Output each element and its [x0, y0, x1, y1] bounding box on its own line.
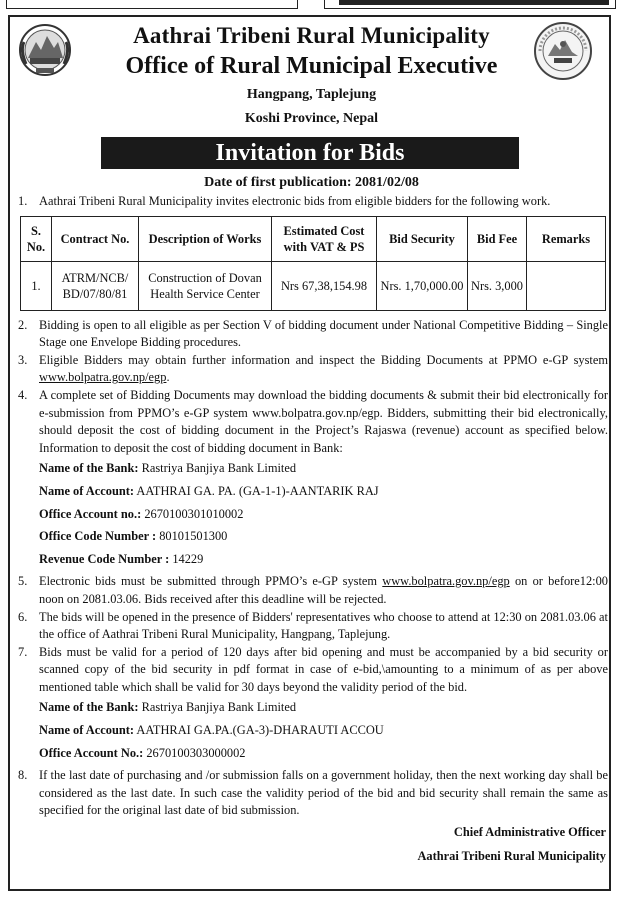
bank-name-value: Rastriya Banjiya Bank Limited — [138, 700, 297, 715]
address-line: Hangpang, Taplejung — [246, 87, 377, 102]
cell-sno: 1. — [21, 261, 52, 310]
account-name-row — [39, 483, 608, 501]
clause-number: 6. — [18, 609, 28, 624]
clause-text: A complete set of Bidding Documents may download the bidding documents & submit their bid electronically for e-submission from PPMO’s e-GP system www.bolpatra.gov.np/egp. Bidders, submitting their bid electronically, should deposit the cost of bidding document in the Project’s Rajaswa (revenue) account as specified below. Information to deposit the cost of bidding document in Bank: — [39, 387, 608, 455]
clause-number: 4. — [18, 387, 28, 402]
clause-number: 8. — [18, 768, 28, 783]
office-account-label: Office Account No.: — [39, 745, 144, 760]
clause-text: The bids will be opened in the presence of Bidders' representatives who choose to attend at 12:30 on 2081.03.06 at the office of Aathrai Tribeni Rural Municipality, Hangpang, Taplejung. — [39, 609, 608, 642]
bolpatra-link[interactable]: www.bolpatra.gov.np/egp — [382, 574, 510, 589]
bank-name-row — [39, 699, 608, 717]
clause-3 — [18, 352, 608, 387]
clause-number: 1. — [18, 194, 28, 208]
bolpatra-link[interactable]: www.bolpatra.gov.np/egp — [39, 370, 167, 385]
revenue-code-row — [39, 551, 608, 569]
top-strip — [0, 0, 623, 12]
clause-1 — [18, 193, 608, 211]
revenue-code-label: Revenue Code Number : — [39, 551, 170, 566]
col-sno: S. No. — [21, 216, 52, 261]
col-description: Description of Works — [139, 216, 272, 261]
cell-remarks — [527, 261, 606, 310]
clause-6 — [18, 609, 608, 644]
adjacent-ad-right — [324, 0, 616, 9]
bank-details-2 — [18, 699, 608, 762]
cell-estimated-cost: Nrs 67,38,154.98 — [272, 261, 377, 310]
bank-details-1 — [18, 460, 608, 568]
clause-4 — [18, 387, 608, 457]
clause-number: 5. — [18, 574, 28, 589]
office-account-value: 2670100301010002 — [141, 506, 244, 521]
col-estimated-cost: Estimated Cost with VAT & PS — [272, 216, 377, 261]
account-name-value: AATHRAI GA.PA.(GA-3)-DHARAUTI ACCOU — [133, 723, 384, 738]
col-bid-security: Bid Security — [377, 216, 468, 261]
clause-text: If the last date of purchasing and /or submission falls on a government holiday, then the next working day shall be considered as the last date. In such case the validity period of the bid and bid security shall remain the same as specified for the original last date of bid submission. — [39, 768, 608, 818]
account-name-value: AATHRAI GA. PA. (GA-1-1)-AANTARIK RAJ — [133, 483, 379, 498]
account-name-label: Name of Account: — [39, 723, 134, 738]
table-row — [21, 261, 606, 310]
clause-5-text-a: Electronic bids must be submitted through PPMO’s e-GP system — [39, 574, 378, 589]
office-account-row — [39, 745, 608, 763]
clause-3-end: . — [166, 370, 170, 385]
bank-name-label: Name of the Bank: — [39, 461, 139, 476]
clause-text — [39, 352, 608, 387]
cell-contract-no: ATRM/NCB/ BD/07/80/81 — [52, 261, 139, 310]
clause-text: Bidding is open to all eligible as per Section V of bidding document under National Competitive Bidding – Single Stage one Envelope Bidding procedures. — [39, 317, 608, 350]
office-code-label: Office Code Number : — [39, 529, 157, 544]
publication-date: Date of first publication: 2081/02/08 — [204, 175, 419, 190]
clause-2 — [18, 317, 608, 352]
signatory-title: Chief Administrative Officer — [453, 825, 606, 840]
col-remarks: Remarks — [527, 216, 606, 261]
bank-name-value: Rastriya Banjiya Bank Limited — [138, 461, 297, 476]
office-account-label: Office Account no.: — [39, 506, 142, 521]
clause-number: 7. — [18, 644, 28, 659]
clause-text: Aathrai Tribeni Rural Municipality invites electronic bids from eligible bidders for the following work. — [39, 194, 551, 208]
title-banner: Invitation for Bids — [101, 137, 519, 169]
account-name-label: Name of Account: — [39, 483, 134, 498]
cell-description: Construction of Dovan Health Service Center — [139, 261, 272, 310]
province-line: Koshi Province, Nepal — [244, 111, 379, 126]
revenue-code-value: 14229 — [169, 551, 204, 566]
cell-bid-security: Nrs. 1,70,000.00 — [377, 261, 468, 310]
bank-name-row — [39, 460, 608, 478]
table-header-row — [21, 216, 606, 261]
col-bid-fee: Bid Fee — [468, 216, 527, 261]
clause-5 — [18, 573, 608, 608]
municipality-name: Aathrai Tribeni Rural Municipality — [133, 23, 490, 48]
signatory-office: Aathrai Tribeni Rural Municipality — [417, 848, 606, 863]
office-name: Office of Rural Municipal Executive — [125, 53, 498, 79]
adjacent-ad-left — [6, 0, 298, 9]
office-account-row — [39, 506, 608, 524]
account-name-row — [39, 722, 608, 740]
signature-block — [18, 824, 608, 865]
office-code-row — [39, 528, 608, 546]
bank-name-label: Name of the Bank: — [39, 700, 139, 715]
clause-text: Bids must be valid for a period of 120 days after bid opening and must be accompanied by a bid security or scanned copy of the bid security in pdf format in case of e-bid,\amounting to a minimum of as per above mentioned table which shall be valid for 30 days beyond the validity period of the bid. — [39, 644, 608, 694]
bids-table — [20, 216, 606, 311]
clause-7 — [18, 644, 608, 697]
clause-text — [39, 573, 608, 608]
clause-number: 2. — [18, 317, 28, 332]
office-account-value: 2670100303000002 — [143, 745, 246, 760]
office-code-value: 80101501300 — [156, 529, 228, 544]
notice-body — [18, 193, 608, 865]
clause-number: 3. — [18, 352, 28, 367]
clause-3-text: Eligible Bidders may obtain further information and inspect the Bidding Documents at PPMO e-GP system — [39, 352, 608, 367]
col-contract-no: Contract No. — [52, 216, 139, 261]
clause-8 — [18, 767, 608, 820]
cell-bid-fee: Nrs. 3,000 — [468, 261, 527, 310]
clause-5-text-b: on or before12:00 noon on 2081.03.06. Bids received after this deadline will be rejected. — [39, 574, 608, 606]
